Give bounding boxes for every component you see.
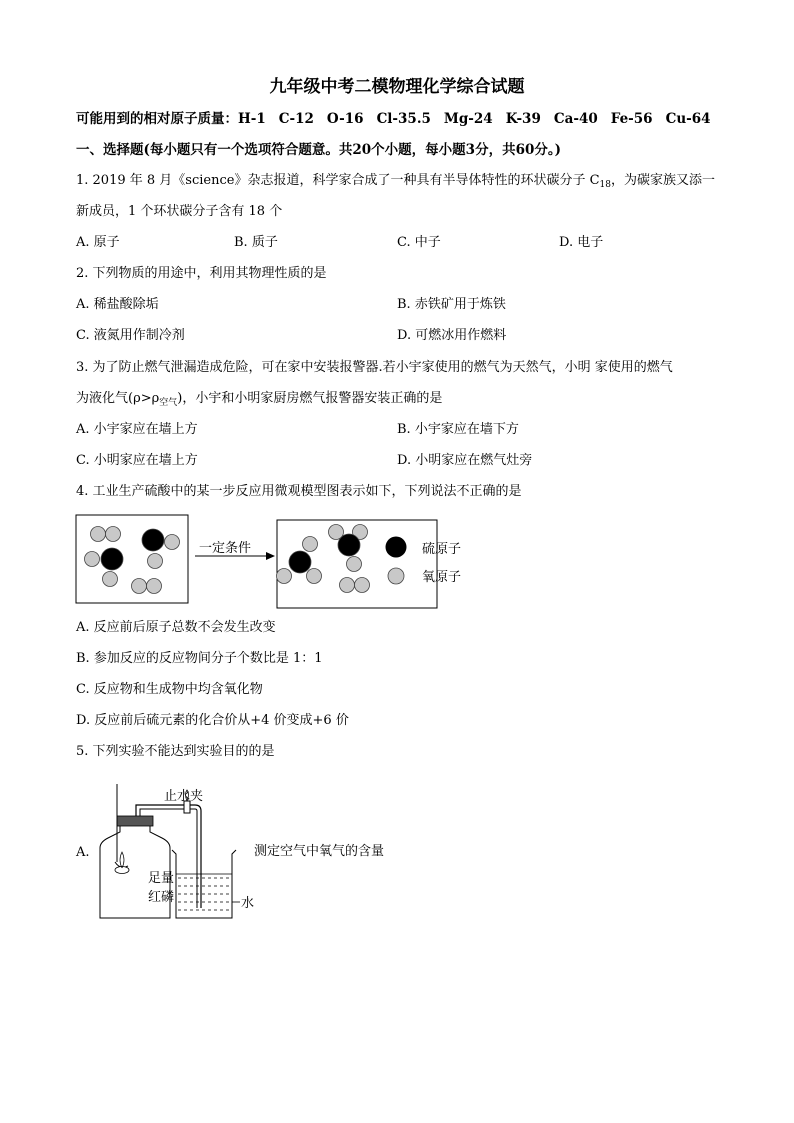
clamp-label: 止水夹 <box>164 789 204 804</box>
q4-option-c: C. 反应物和生成物中均含氧化物 <box>76 682 263 697</box>
atomic-mass: Fe-56 <box>610 111 653 127</box>
oxygen-atom <box>132 579 147 594</box>
oxygen-atom <box>148 554 163 569</box>
legend-oxygen-label: 氧原子 <box>422 570 462 585</box>
q3-stem-line1: 3. 为了防止燃气泄漏造成危险，可在家中安装报警器.若小宇家使用的燃气为天然气，小明 家使用的燃气 <box>76 360 673 375</box>
q2-option-d: D. 可燃冰用作燃料 <box>397 328 507 343</box>
reaction-arrowhead <box>266 552 275 560</box>
sulfur-atom <box>142 529 164 551</box>
atomic-mass: Cl-35.5 <box>376 111 431 127</box>
beaker <box>172 850 236 918</box>
atomic-mass: K-39 <box>505 111 541 127</box>
q2-stem: 2. 下列物质的用途中，利用其物理性质的是 <box>76 266 327 281</box>
atomic-mass: Cu-64 <box>665 111 711 127</box>
phosphorus-label-2: 红磷 <box>148 890 175 905</box>
q5-stem: 5. 下列实验不能达到实验目的的是 <box>76 744 275 759</box>
q1-option-a: A. 原子 <box>76 235 120 250</box>
page-title: 九年级中考二模物理化学综合试题 <box>269 77 525 97</box>
q3-option-d: D. 小明家应在燃气灶旁 <box>397 453 533 468</box>
q1-option-d: D. 电子 <box>559 235 604 250</box>
oxygen-atom <box>103 572 118 587</box>
q4-option-b: B. 参加反应的反应物间分子个数比是 1：1 <box>76 651 323 666</box>
oxygen-atom <box>303 537 318 552</box>
oxygen-atom <box>355 578 370 593</box>
q2-option-a: A. 稀盐酸除垢 <box>76 297 159 312</box>
oxygen-atom <box>347 557 362 572</box>
oxygen-atom <box>340 578 355 593</box>
atomic-mass: C-12 <box>278 111 314 127</box>
rubber-stopper <box>117 816 153 826</box>
oxygen-atom <box>165 535 180 550</box>
reaction-condition: 一定条件 <box>199 541 252 556</box>
q3-text: 为液化气(ρ>ρ <box>76 391 160 406</box>
q1-option-c: C. 中子 <box>397 235 441 250</box>
section-heading: 一、选择题(每小题只有一个选项符合题意。共20个小题，每小题3分，共60分。) <box>76 142 561 158</box>
q4-reaction-diagram <box>74 510 494 610</box>
q3-option-b: B. 小宇家应在墙下方 <box>397 422 519 437</box>
q5-option-a-label: A. <box>76 845 90 860</box>
q1-option-b: B. 质子 <box>234 235 278 250</box>
q1-text-end: ，为碳家族又添一 <box>610 173 715 188</box>
q4-option-d: D. 反应前后硫元素的化合价从+4 价变成+6 价 <box>76 713 349 728</box>
q1-stem-line1 <box>76 172 715 194</box>
atomic-mass: H-1 <box>238 111 266 127</box>
atomic-mass: O-16 <box>326 111 364 127</box>
phosphorus-label-1: 足量 <box>148 871 175 886</box>
oxygen-atom <box>91 527 106 542</box>
q5-option-a-caption: 测定空气中氧气的含量 <box>254 844 385 859</box>
q3-option-c: C. 小明家应在墙上方 <box>76 453 198 468</box>
oxygen-atom <box>277 569 292 584</box>
oxygen-atom <box>147 579 162 594</box>
legend-sulfur-label: 硫原子 <box>422 542 462 557</box>
water-label: 水 <box>241 896 255 911</box>
sulfur-atom <box>338 534 360 556</box>
q2-option-b: B. 赤铁矿用于炼铁 <box>397 297 506 312</box>
sulfur-atom <box>101 548 123 570</box>
q4-option-a: A. 反应前后原子总数不会发生改变 <box>76 620 276 635</box>
water <box>178 878 230 910</box>
atomic-masses <box>76 110 724 128</box>
legend-oxygen-atom <box>388 568 404 584</box>
atomic-masses-label: 可能用到的相对原子质量： <box>76 111 238 127</box>
q3-subscript: 空气 <box>159 398 178 408</box>
q1-text: 1. 2019 年 8 月《science》杂志报道，科学家合成了一种具有半导体特性的环状碳分子 C <box>76 173 600 188</box>
legend-sulfur-atom <box>386 537 407 558</box>
q2-option-c: C. 液氮用作制冷剂 <box>76 328 185 343</box>
q4-stem: 4. 工业生产硫酸中的某一步反应用微观模型图表示如下，下列说法不正确的是 <box>76 484 522 499</box>
sulfur-atom <box>289 551 311 573</box>
q3-text-end: )，小宇和小明家厨房燃气报警器安装正确的是 <box>177 391 443 406</box>
oxygen-atom <box>307 569 322 584</box>
q1-stem-line2: 新成员，1 个环状碳分子含有 18 个 <box>76 204 283 219</box>
q3-stem-line2 <box>76 390 442 412</box>
atomic-mass: Ca-40 <box>553 111 598 127</box>
atomic-mass: Mg-24 <box>443 111 493 127</box>
q1-subscript: 18 <box>599 180 611 190</box>
oxygen-atom <box>85 552 100 567</box>
oxygen-atom <box>106 527 121 542</box>
q3-option-a: A. 小宇家应在墙上方 <box>76 422 198 437</box>
